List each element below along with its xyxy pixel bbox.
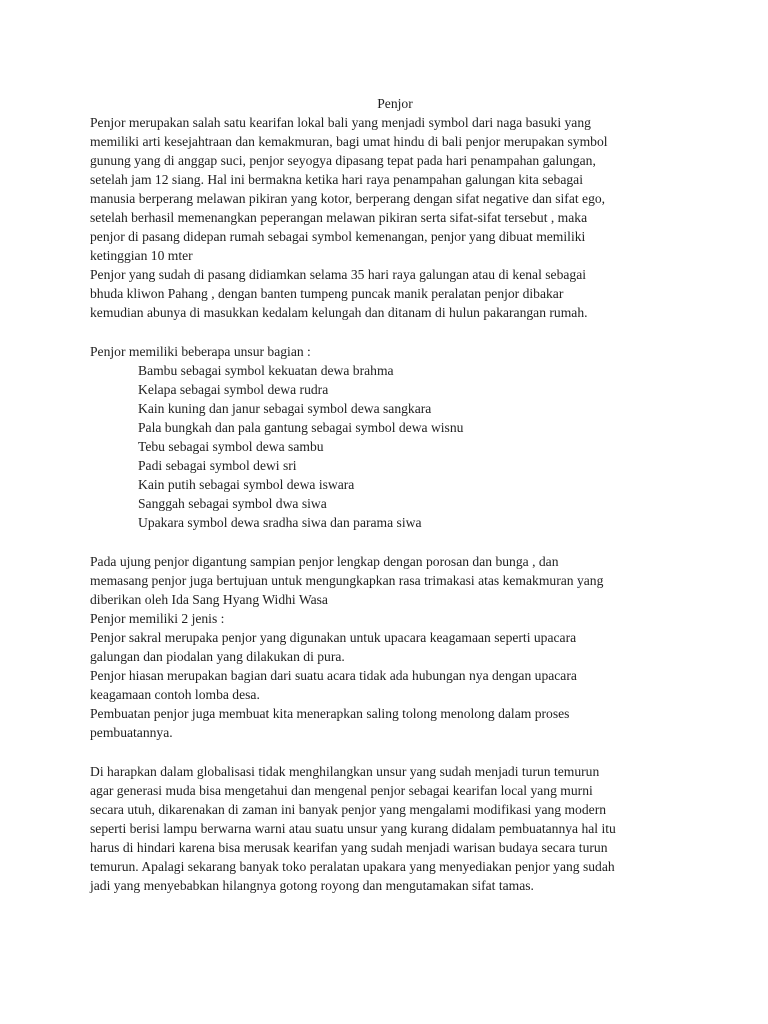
list-item: Upakara symbol dewa sradha siwa dan parama siwa — [138, 515, 422, 530]
paragraph-types-heading: Penjor memiliki 2 jenis : — [90, 611, 225, 626]
list-item: Kain kuning dan janur sebagai symbol dewa sangkara — [138, 401, 432, 416]
paragraph-intro: Penjor merupakan salah satu kearifan lokal bali yang menjadi symbol dari naga basuki yang memiliki arti kesejahtraan dan kemakmuran, bagi umat hindu di bali penjor merupakan symbol gunung yang di anggap suci, penjor seyogya dipasang tepat pada hari penampahan galungan, setelah jam 12 siang. Hal ini bermakna ketika hari raya penampahan galungan kita sebagai manusia berperang melawan pikiran yang kotor, berperang dengan sifat negative dan sifat ego, setelah berhasil memenangkan peperangan melawan pikiran serta sifat-sifat tersebut , maka penjor di pasang didepan rumah sebagai symbol kemenangan, penjor yang dibuat memiliki ketinggian 10 mter — [90, 115, 608, 263]
paragraph-spacer — [90, 742, 690, 762]
elements-list — [90, 361, 690, 532]
paragraph-decorative-penjor: Penjor hiasan merupakan bagian dari suatu acara tidak ada hubungan nya dengan upacara keagamaan contoh lomba desa. — [90, 668, 577, 702]
paragraph-cooperation: Pembuatan penjor juga membuat kita menerapkan saling tolong menolong dalam proses pembuatannya. — [90, 706, 570, 740]
document-body — [90, 94, 690, 895]
list-item: Padi sebagai symbol dewi sri — [138, 458, 297, 473]
paragraph-spacer — [90, 322, 690, 342]
list-intro: Penjor memiliki beberapa unsur bagian : — [90, 344, 311, 359]
paragraph-sacred-penjor: Penjor sakral merupaka penjor yang digunakan untuk upacara keagamaan seperti upacara galungan dan piodalan yang dilakukan di pura. — [90, 630, 577, 664]
list-item: Kelapa sebagai symbol dewa rudra — [138, 382, 329, 397]
list-item: Kain putih sebagai symbol dewa iswara — [138, 477, 355, 492]
list-item: Tebu sebagai symbol dewa sambu — [138, 439, 324, 454]
list-item: Sanggah sebagai symbol dwa siwa — [138, 496, 327, 511]
paragraph-globalization: Di harapkan dalam globalisasi tidak menghilangkan unsur yang sudah menjadi turun temurun agar generasi muda bisa mengetahui dan mengenal penjor sebagai kearifan local yang murni secara utuh, dikarenakan di zaman ini banyak penjor yang mengalami modifikasi yang modern seperti berisi lampu berwarna warni atau suatu unsur yang kurang didalam pembuatannya hal itu harus di hindari karena bisa merusak kearifan yang sudah menjadi warisan budaya secara turun temurun. Apalagi sekarang banyak toko peralatan upakara yang menyediakan penjor yang sudah jadi yang menyebabkan hilangnya gotong royong dan mengutamakan sifat tamas. — [90, 764, 616, 893]
list-item: Bambu sebagai symbol kekuatan dewa brahma — [138, 363, 394, 378]
list-item: Pala bungkah dan pala gantung sebagai symbol dewa wisnu — [138, 420, 464, 435]
paragraph-installation: Penjor yang sudah di pasang didiamkan selama 35 hari raya galungan atau di kenal sebagai bhuda kliwon Pahang , dengan banten tumpeng puncak manik peralatan penjor dibakar kemudian abunya di masukkan kedalam kelungah dan ditanam di hulun pakarangan rumah. — [90, 267, 588, 320]
document-title: Penjor — [377, 96, 413, 111]
paragraph-spacer — [90, 532, 690, 552]
paragraph-sampian: Pada ujung penjor digantung sampian penjor lengkap dengan porosan dan bunga , dan memasang penjor juga bertujuan untuk mengungkapkan rasa trimakasi atas kemakmuran yang diberikan oleh Ida Sang Hyang Widhi Wasa — [90, 554, 604, 607]
